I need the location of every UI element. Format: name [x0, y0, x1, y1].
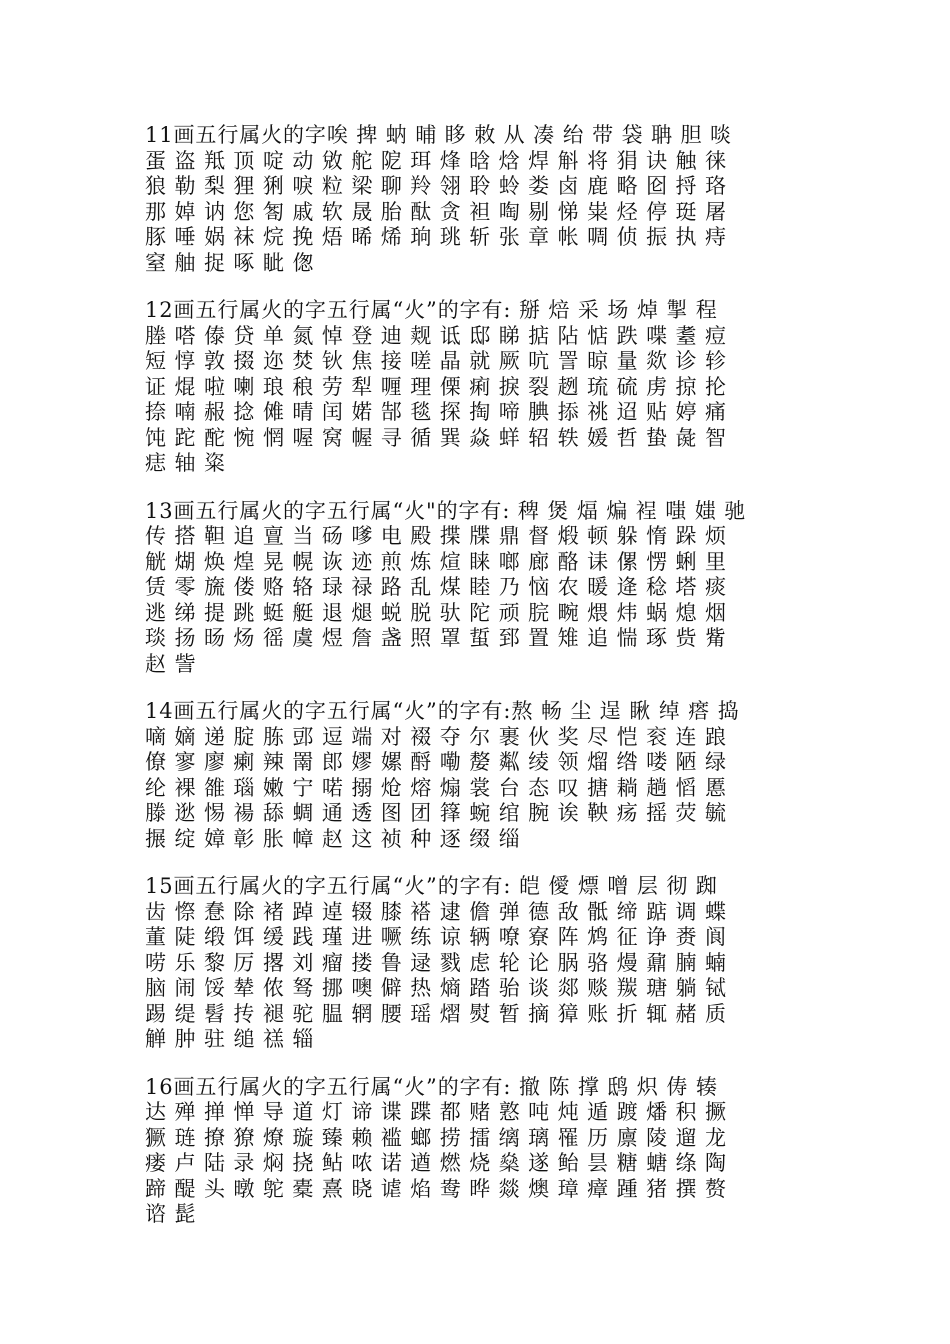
text-line: 窒 舳 捉 啄 眦 偬 — [145, 250, 315, 275]
text-line: 瘘 卢 陆 录 焖 挠 鲇 哝 诺 遒 燃 烧 燊 遂 鲐 昙 糖 螗 绦 陶 — [145, 1151, 727, 1175]
text-line: 蛋 盗 羝 顶 啶 动 敓 舵 阸 珥 烽 晗 焓 焊 斛 将 狷 诀 触 徕 — [145, 148, 727, 173]
section-13-strokes — [145, 499, 815, 678]
text-line: 传 搭 靼 追 亶 当 砀 嗲 电 殿 揲 牒 鼎 督 煅 顿 躲 惰 跺 烦 — [145, 524, 727, 548]
text-line: 琰 扬 旸 炀 徭 虞 煜 詹 盏 照 罩 蜇 郅 置 雉 追 惴 琢 赀 觜 — [145, 626, 727, 650]
section-15-strokes — [145, 874, 815, 1053]
text-line: 踢 缇 髫 抟 褪 驼 腽 辋 腰 瑶 熠 熨 暂 摘 獐 账 折 辄 赭 质 — [145, 1001, 727, 1026]
text-line: 狼 勒 梨 狸 猁 唳 粒 梁 聊 羚 翎 聆 蛉 娄 卤 鹿 略 囵 捋 珞 — [145, 174, 727, 198]
text-line: 唠 乐 黎 厉 撂 刘 瘤 搂 鲁 逯 戮 虑 轮 论 脶 骆 熳 鼐 腩 蝻 — [145, 950, 727, 975]
text-line: 搌 绽 嫜 彰 胀 幛 赵 这 祯 种 逐 缀 缁 — [145, 826, 521, 851]
text-line: 董 陡 缎 饵 缓 践 瑾 进 噘 练 谅 辆 嘹 寮 阵 鸩 征 诤 赉 阆 — [145, 925, 727, 949]
text-line: 觥 煳 焕 煌 晃 幌 诙 迹 煎 炼 煊 睐 啷 廊 酪 诔 傫 愣 蜊 里 — [145, 549, 727, 574]
text-line: 蹄 醍 头 暾 鸵 橐 熹 晓 谑 焰 鸯 晔 燚 燠 璋 瘴 踵 猪 撰 赘 — [145, 1176, 727, 1201]
text-line: 嘀 嫡 递 腚 胨 郖 逗 端 对 裰 夺 尔 裹 伙 奖 尽 恺 衮 连 踉 — [145, 724, 727, 749]
text-line: 赵 訾 — [145, 651, 197, 676]
text-line: 14画五行属火的字五行属“火”的字有:熬 畅 尘 逞 瞅 绰 瘩 捣 — [145, 699, 740, 723]
text-line: 赁 零 旒 偻 赂 辂 琭 禄 路 乱 煤 睦 乃 恼 农 暖 逄 稔 塔 痰 — [145, 575, 727, 599]
text-line: 短 惇 敦 掇 迩 焚 钬 焦 接 嗟 晶 就 厥 吭 詈 晾 量 欻 诊 轸 — [145, 349, 727, 373]
text-line: 滕 逖 惕 禓 舔 蜩 通 透 图 团 箨 蜿 绾 腕 诶 鞅 疡 摇 荧 毓 — [145, 801, 727, 825]
text-line: 逃 绨 提 跳 蜓 艇 退 煺 蜕 脱 驮 陀 顽 脘 畹 煨 炜 蜗 熄 烟 — [145, 600, 727, 625]
text-line: 齿 憏 惷 除 褚 踔 逴 辍 膝 褡 逮 儋 弹 德 敌 骶 缔 踮 调 蝶 — [145, 899, 727, 924]
text-line: 16画五行属火的字五行属“火”的字有: 撤 陈 撑 鸱 炽 俦 辏 — [145, 1074, 718, 1099]
text-line: 纶 裸 雒 瑙 嫩 宁 喏 搦 炝 熔 煽 裳 台 态 叹 搪 耥 趟 慆 慝 — [145, 775, 727, 800]
section-11-strokes — [145, 123, 815, 276]
text-line: 豚 唾 娲 袜 烷 挽 焐 晞 烯 珦 珧 斩 张 章 帐 啁 侦 振 执 痔 — [145, 225, 727, 249]
text-line: 脑 闹 馁 辇 侬 驽 挪 噢 僻 热 熵 踏 骀 谈 郯 赕 羰 瑭 躺 铽 — [145, 976, 727, 1000]
text-line: 13画五行属火的字五行属“火"的字有: 稗 煲 煏 煸 裎 嗤 媸 驰 — [145, 498, 747, 523]
section-12-strokes — [145, 298, 815, 477]
text-line: 达 殚 掸 惮 导 道 灯 谛 谍 蹀 都 赌 憝 吨 炖 遁 踱 燔 积 撅 — [145, 1100, 727, 1124]
section-16-strokes — [145, 1075, 815, 1228]
text-line: 捺 喃 赧 捻 傩 晴 闰 婼 郜 毯 探 掏 啼 腆 掭 祧 迢 贴 婷 痛 — [145, 400, 727, 424]
text-line: 那 婥 讷 您 匒 戚 软 晟 胎 酞 贪 袒 啕 剔 悌 粜 烃 停 珽 屠 — [145, 199, 727, 224]
text-line: 证 焜 啦 喇 琅 稂 劳 犁 喱 理 傈 痢 捩 裂 趔 琉 硫 虏 掠 抡 — [145, 374, 727, 399]
text-line: 塍 嗒 傣 贷 单 氮 悼 登 迪 觌 诋 邸 睇 掂 阽 惦 跌 喋 耋 痘 — [145, 323, 727, 348]
text-line: 15画五行属火的字五行属“火”的字有: 皑 僾 熛 噌 层 彻 踟 — [145, 874, 718, 898]
text-line: 饨 跎 酡 惋 惘 喔 窝 幄 寻 循 巽 焱 蛘 轺 轶 媛 哲 蛰 彘 智 — [145, 425, 727, 450]
text-line: 僚 寥 廖 瘌 辣 罱 郎 嫪 嫘 酹 嘞 嫠 粼 绫 领 熘 绺 喽 陋 绿 — [145, 750, 727, 774]
document-body — [145, 123, 815, 1250]
section-14-strokes — [145, 699, 815, 852]
text-line: 11画五行属火的字唉 捭 蚋 晡 眵 敇 从 凑 绐 带 袋 聃 胆 啖 — [145, 123, 732, 147]
text-line: 谘 髭 — [145, 1202, 197, 1226]
text-line: 獗 琏 撩 獠 燎 璇 臻 赖 褴 螂 捞 擂 缡 璃 罹 历 廪 陵 遛 龙 — [145, 1125, 727, 1150]
text-line: 痣 轴 粢 — [145, 451, 226, 475]
text-line: 12画五行属火的字五行属“火”的字有: 掰 焙 采 场 焯 掣 程 — [145, 298, 718, 322]
text-line: 觯 肿 驻 缒 禚 辎 — [145, 1027, 315, 1051]
